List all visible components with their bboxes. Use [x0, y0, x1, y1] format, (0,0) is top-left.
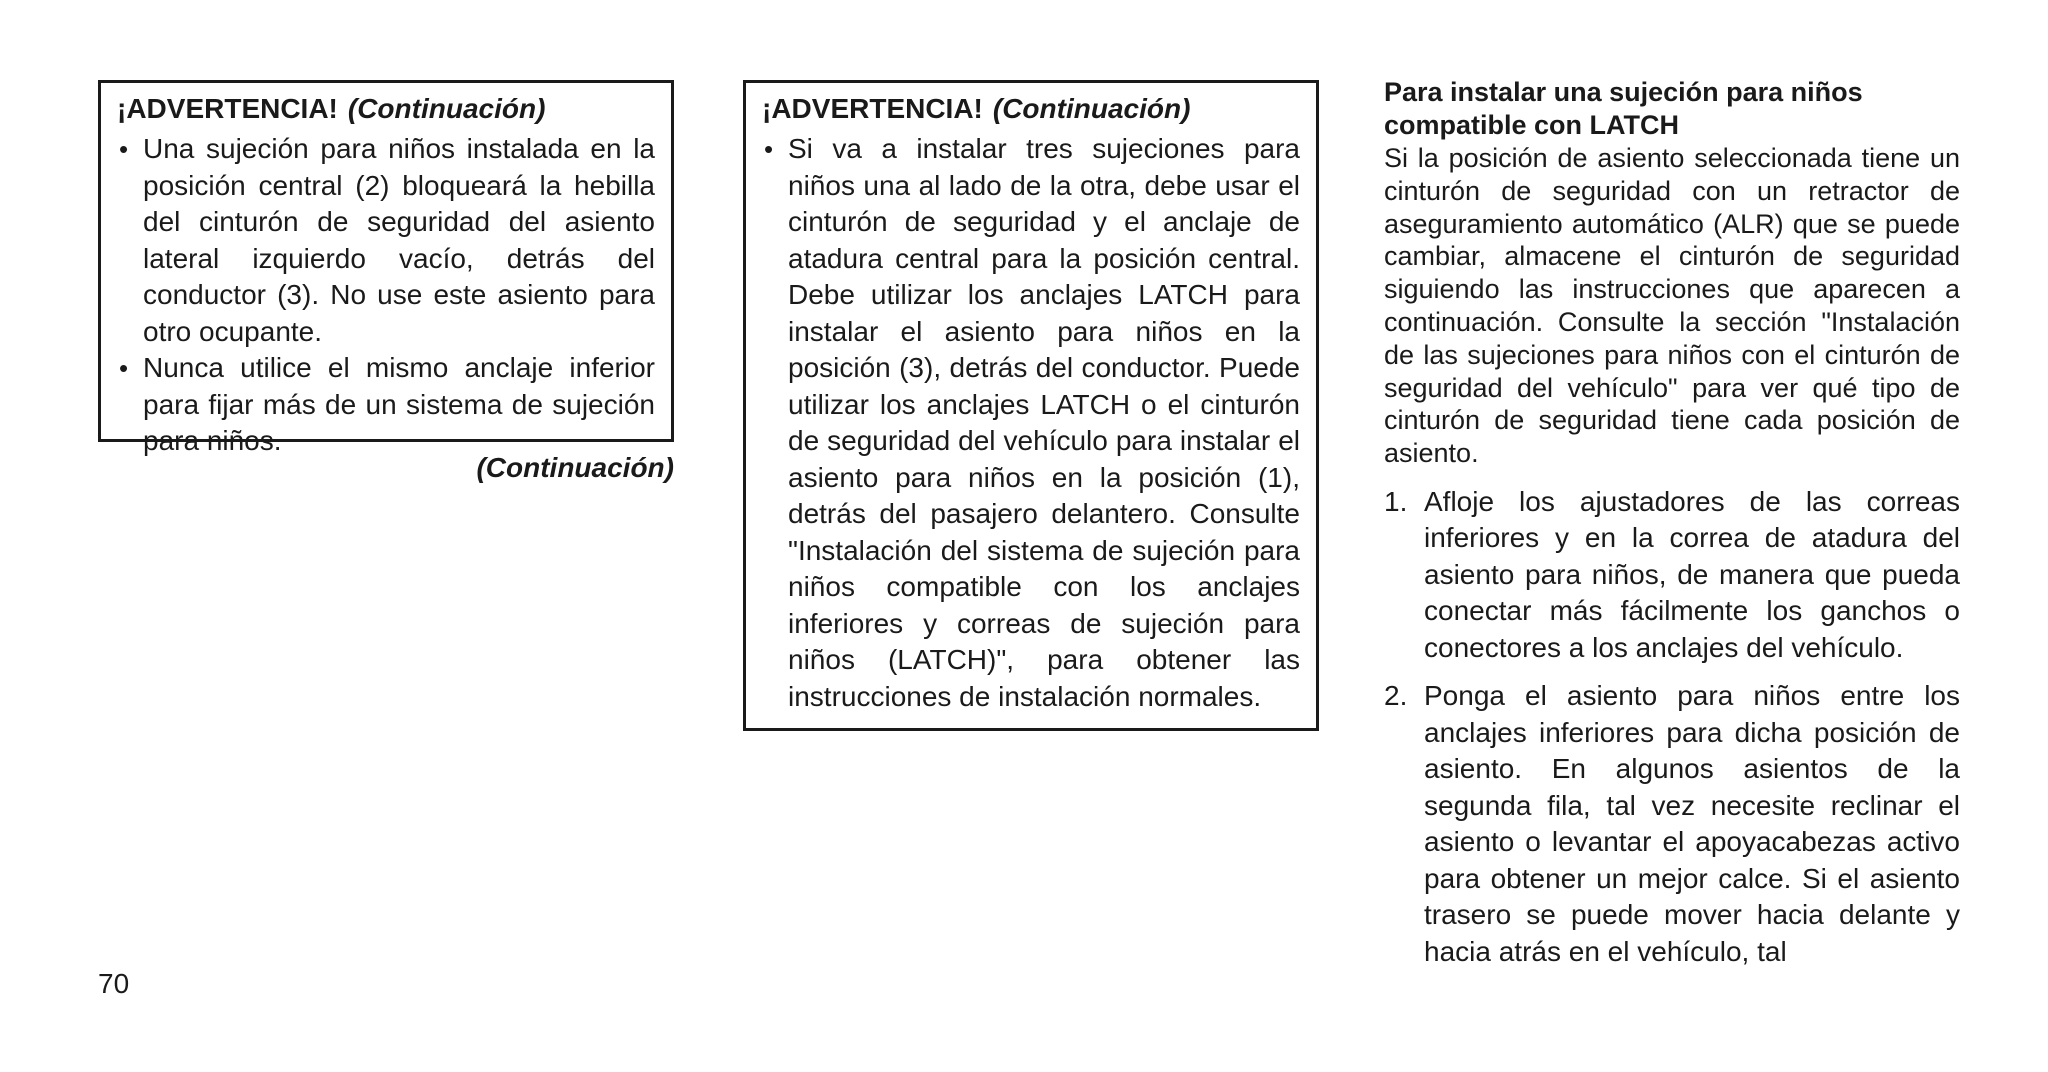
latch-install-section	[1384, 76, 1960, 982]
continuation-note: (Continuación)	[476, 452, 674, 483]
warning-box-2	[743, 80, 1319, 731]
section-intro-paragraph: Si la posición de asiento seleccionada tiene un cinturón de seguridad con un retractor de aseguramiento automático (ALR) que se puede cambiar, almacene el cinturón de seguridad siguiendo las instrucciones que aparecen a continuación. Consulte la sección "Instalación de las sujeciones para niños con el cinturón de seguridad del vehículo" para ver qué tipo de cinturón de seguridad tiene cada posición de asiento.	[1384, 143, 1960, 469]
page-number: 70	[98, 968, 130, 999]
section-heading	[1384, 76, 1960, 142]
step-number: 1.	[1384, 485, 1408, 517]
installation-step	[1384, 484, 1960, 667]
step-text: Ponga el asiento para niños entre los anclajes inferiores para dicha posición de asiento. En algunos asientos de la segunda fila, tal vez necesite reclinar el asiento o levantar el apoyacabezas activo para obtener un mejor calce. Si el asiento trasero se puede mover hacia delante y hacia atrás en el vehículo, tal	[1424, 680, 1960, 967]
warning-bullet: • Una sujeción para niños instalada en la posición central (2) bloqueará la hebilla del cinturón de seguridad del asiento lateral izquierdo vacío, detrás del conductor (3). No use este asiento para otro ocupante.	[117, 131, 655, 350]
step-text: Afloje los ajustadores de las correas inferiores y en la correa de atadura del asiento para niños, de manera que pueda conectar más fácilmente los ganchos o conectores a los anclajes del vehículo.	[1424, 485, 1960, 663]
step-number: 2.	[1384, 680, 1408, 712]
warning-continuation-label: (Continuación)	[347, 93, 546, 124]
warning-bullet: • Si va a instalar tres sujeciones para niños una al lado de la otra, debe usar el cinturón de seguridad y el anclaje de atadura central para la posición central. Debe utilizar los anclajes LATCH para instalar el asiento para niños en la posición (3), detrás del conductor. Puede utilizar los anclajes LATCH o el cinturón de seguridad del vehículo para instalar el asiento para niños en la posición (1), detrás del pasajero delantero. Consulte "Instalación del sistema de sujeción para niños compatible con los anclajes inferiores y correas de sujeción para niños (LATCH)", para obtener las instrucciones de instalación normales.	[762, 131, 1300, 715]
installation-step	[1384, 678, 1960, 970]
warning-bullet-list	[762, 131, 1300, 715]
warning-heading	[117, 91, 655, 127]
warning-bullet-list	[117, 131, 655, 460]
warning-title: ¡ADVERTENCIA!	[117, 93, 338, 124]
warning-continuation-label: (Continuación)	[992, 93, 1191, 124]
warning-bullet: • Nunca utilice el mismo anclaje inferior para fijar más de un sistema de sujeción para niños.	[117, 350, 655, 460]
installation-steps-list	[1384, 484, 1960, 971]
warning-heading	[762, 91, 1300, 127]
section-heading-line-1: Para instalar una sujeción para niños	[1384, 77, 1863, 107]
section-heading-line-2: compatible con LATCH	[1384, 110, 1680, 140]
warning-title: ¡ADVERTENCIA!	[762, 93, 983, 124]
warning-box-1	[98, 80, 674, 456]
